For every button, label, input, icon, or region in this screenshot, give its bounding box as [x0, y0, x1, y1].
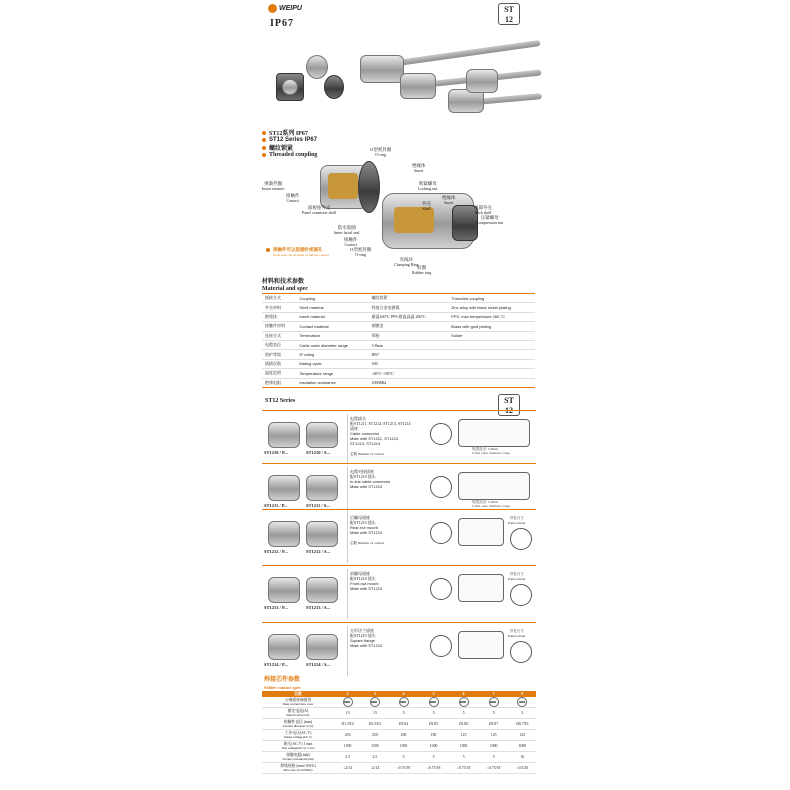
- series-description: [350, 628, 440, 648]
- logo-mark-icon: [268, 4, 277, 13]
- contact-note-en: Each side can be male or female contact: [273, 253, 330, 257]
- desc-cn: 电缆对接插座 配ST1210 插头: [350, 469, 376, 479]
- desc-en: Rear-nut mount Mate with ST1210: [350, 525, 383, 535]
- materials-cell: 2000MΩ: [369, 378, 449, 387]
- spec-row-label: [262, 697, 334, 708]
- materials-cell: Mating cycle: [296, 359, 368, 368]
- materials-cell: 外壳材料: [262, 303, 296, 312]
- spec-label-en: Contact diameter (mm): [282, 724, 314, 728]
- badge-line2: 12: [505, 15, 513, 24]
- series-row: [262, 565, 536, 621]
- materials-title-en: Material and spec: [262, 286, 308, 292]
- spec-cell: 13: [334, 708, 361, 719]
- panel-cutout-cn: 开孔尺寸: [509, 572, 524, 576]
- materials-cell: Zinc alloy with black nickel plating: [448, 303, 535, 312]
- spec-cell: 1000: [449, 741, 479, 752]
- spec-header-contacts: 6: [449, 691, 479, 697]
- connector-face-drawing: [430, 476, 452, 498]
- panel-socket-image: [324, 75, 344, 99]
- spec-cell: 5: [449, 752, 479, 763]
- connector-face-drawing: [430, 578, 452, 600]
- spec-cell: [389, 697, 419, 708]
- materials-row: [262, 378, 535, 387]
- spec-label-en: Male contact face view: [282, 702, 314, 706]
- pin-face-icon: [489, 697, 499, 707]
- spec-label-cn: 接触电阻(mΩ): [286, 753, 310, 757]
- badge-line2: 12: [505, 406, 513, 415]
- spec-cell: Ø1.5X3: [361, 719, 388, 730]
- spec-header-contacts: 9: [509, 691, 536, 697]
- connector-face-drawing: [430, 635, 452, 657]
- materials-table: [262, 293, 535, 388]
- materials-cell: 连接方式: [262, 331, 296, 340]
- materials-cell: Threaded coupling: [448, 294, 535, 303]
- spec-cell: 5: [389, 708, 419, 719]
- spec-row-label: [262, 741, 334, 752]
- materials-cell: 铜镀金: [369, 322, 449, 331]
- contacts-note: 芯数 Number of contact: [350, 541, 385, 545]
- spec-cell: 1500: [389, 741, 419, 752]
- callout-back-shell: 尾部外壳 Back shell: [474, 205, 492, 215]
- pin-face-icon: [343, 697, 353, 707]
- materials-cell: Insulation resistance: [296, 378, 368, 387]
- model-label: ST1211 / S...: [306, 503, 330, 508]
- materials-cell: IP67: [369, 350, 449, 359]
- spec-row: [262, 730, 536, 741]
- materials-cell: Solder: [448, 331, 535, 340]
- materials-title-cn: 材料和技术参数: [262, 279, 305, 285]
- panel-cutout-label: [508, 572, 525, 581]
- spec-cell: 180: [419, 730, 449, 741]
- connector-thumb-image: [306, 422, 338, 448]
- logo-text: WEIPU: [279, 5, 302, 12]
- badge-line1: ST: [504, 5, 514, 14]
- connector-side-drawing: [458, 574, 504, 602]
- materials-cell: Shell material: [296, 303, 368, 312]
- materials-cell: PPS, max temperature 260 °C: [448, 312, 535, 321]
- desc-cn: 方形法兰插座 配ST1210 插头: [350, 628, 376, 638]
- materials-cell: [448, 378, 535, 387]
- series-description: [350, 469, 440, 489]
- series-description: [350, 515, 440, 546]
- connector-nut-image: [282, 79, 298, 95]
- materials-cell: 耐温260°C PPS 耐温高温 260°C: [369, 312, 449, 321]
- desc-en: In-line cable connector Mate with ST1210: [350, 479, 391, 489]
- spec-cell: 250: [361, 730, 388, 741]
- callout-shell: 外壳 Shell: [422, 201, 431, 211]
- spec-cell: 5: [449, 708, 479, 719]
- panel-cutout-drawing: [510, 528, 532, 550]
- cable-note: 电缆直径: 5-8mm Cable outer diameter range: [472, 500, 510, 508]
- spec-header-contacts: 2: [334, 691, 361, 697]
- spec-row-label: [262, 730, 334, 741]
- materials-row: [262, 359, 535, 368]
- solder-spec-table: [262, 691, 536, 774]
- spec-label-en: Wire size (mm²/AWG): [283, 768, 313, 772]
- spec-label-cn: 公端插座端面图: [284, 698, 312, 702]
- materials-cell: 螺纹锁紧: [369, 294, 449, 303]
- materials-row: [262, 340, 535, 349]
- model-label: ST1211 / P...: [264, 503, 288, 508]
- spec-cell: [361, 697, 388, 708]
- callout-insert-retainer: 弹簧挡圈 Insert retainer: [262, 181, 285, 191]
- materials-row: [262, 369, 535, 378]
- contacts-note: 芯数 Number of contact: [350, 452, 385, 456]
- model-label: ST1214 / P...: [264, 662, 288, 667]
- solder-title-cn: 焊接芯件参数: [264, 677, 301, 683]
- spec-cell: 125: [479, 730, 509, 741]
- spec-cell: 5: [419, 708, 449, 719]
- badge-line1: ST: [504, 396, 514, 405]
- spec-cell: 13: [361, 708, 388, 719]
- connector-side-drawing: [458, 419, 530, 447]
- spec-row-label: [262, 719, 334, 730]
- materials-cell: 锌基合金电镀镍: [369, 303, 449, 312]
- product-photo: [262, 25, 536, 125]
- panel-cutout-en: Panel cutout: [508, 520, 526, 525]
- connector-thumb-image: [268, 577, 300, 603]
- spec-header-contacts: 4: [389, 691, 419, 697]
- spec-cell: 5: [389, 752, 419, 763]
- panel-cutout-drawing: [510, 641, 532, 663]
- spec-cell: 2.5: [334, 752, 361, 763]
- panel-cutout-label: [508, 629, 525, 638]
- callout-panel-shell: 面板座外壳 Panel connector shell: [302, 205, 337, 215]
- model-label: ST1213 / P...: [264, 605, 288, 610]
- spec-cell: 250: [334, 730, 361, 741]
- protection-label: IP67: [270, 18, 294, 29]
- materials-cell: Cable outer diameter range: [296, 340, 368, 349]
- materials-cell: 绝缘体: [262, 312, 296, 321]
- plug-image-2: [400, 73, 436, 99]
- spec-cell: Ø1X5: [419, 719, 449, 730]
- solder-spec-title: [264, 677, 301, 691]
- spec-label-en: Rated voltage(AC.V): [284, 735, 312, 739]
- spec-row: [262, 763, 536, 774]
- materials-cell: 绝缘电阻: [262, 378, 296, 387]
- materials-cell: Temperature range: [296, 369, 368, 378]
- desc-en: Square flange Mate with ST1210: [350, 638, 383, 648]
- model-label: ST1212 / S...: [306, 549, 330, 554]
- model-label: ST1214 / S...: [306, 662, 330, 667]
- spec-header-contacts: 3: [361, 691, 388, 697]
- bullet-series-cn: ST12系列 IP67: [262, 128, 317, 137]
- spec-cell: [479, 697, 509, 708]
- materials-row: [262, 312, 535, 321]
- spec-cell: 200: [389, 730, 419, 741]
- contact-note: [266, 247, 329, 257]
- brand-logo: [268, 4, 302, 13]
- connector-side-drawing: [458, 518, 504, 546]
- product-thumbnail: [262, 569, 348, 619]
- model-label: ST1213 / S...: [306, 605, 330, 610]
- plug-image: [360, 55, 404, 83]
- spec-row: [262, 719, 536, 730]
- spec-row: [262, 708, 536, 719]
- materials-row: [262, 303, 535, 312]
- spec-header-contacts: 5: [419, 691, 449, 697]
- spec-cell: [334, 697, 361, 708]
- spec-cell: 1500: [361, 741, 388, 752]
- spec-label-cn: 焊线规格 (mm²/AWG): [280, 764, 316, 768]
- spec-cell: Ø1.5X2: [334, 719, 361, 730]
- series-badge: [498, 3, 520, 25]
- spec-row-label: [262, 752, 334, 763]
- materials-cell: Insert material: [296, 312, 368, 321]
- callout-locking-nut: 锁紧螺母 Locking nut: [418, 181, 438, 191]
- desc-en: Front-nut mount Mate with ST1210: [350, 581, 383, 591]
- series-description: [350, 571, 440, 591]
- series-title: ST12 Series: [265, 398, 296, 404]
- series-row: [262, 410, 536, 466]
- callout-o-ring: O型密封圈 O-ring: [370, 147, 392, 157]
- spec-label-cn: 接触件直径 (mm): [283, 720, 313, 724]
- spec-cell: 125: [509, 730, 536, 741]
- o-ring-image: [358, 161, 380, 213]
- callout-contact: 接触件 Contact: [286, 193, 300, 203]
- materials-cell: 插拔次数: [262, 359, 296, 368]
- spec-row: [262, 741, 536, 752]
- materials-cell: 电缆直径: [262, 340, 296, 349]
- panel-cutout-cn: 开孔尺寸: [509, 516, 524, 520]
- spec-cell: 1000: [419, 741, 449, 752]
- spec-cell: ≤0.75/18: [479, 763, 509, 774]
- spec-cell: Ø1X6: [449, 719, 479, 730]
- materials-cell: [448, 340, 535, 349]
- spec-cell: ≤0.75/18: [419, 763, 449, 774]
- spec-cell: 10: [509, 752, 536, 763]
- spec-row-label: [262, 763, 334, 774]
- materials-cell: [448, 369, 535, 378]
- product-thumbnail: [262, 513, 348, 563]
- bullet-coupling-cn: 螺纹锁紧: [262, 143, 317, 152]
- bullet-coupling-en: Threaded coupling: [262, 152, 317, 158]
- exploded-view: [262, 145, 536, 275]
- materials-cell: Brass with gold plating: [448, 322, 535, 331]
- model-label: ST1210 / S...: [306, 450, 330, 455]
- cable-note: 电缆直径: 5-8mm Cable outer diameter range: [472, 447, 510, 455]
- connector-thumb-image: [268, 521, 300, 547]
- spec-cell: 1000: [479, 741, 509, 752]
- spec-header-label: 芯数: [262, 691, 334, 697]
- spec-label-cn: 耐压(AC.V) 1 min: [283, 742, 313, 746]
- pin-face-icon: [399, 697, 409, 707]
- bullet-series-en: ST12 Series IP67: [262, 137, 317, 143]
- materials-cell: [448, 359, 535, 368]
- pin-face-icon: [517, 697, 527, 707]
- materials-cell: 500: [369, 359, 449, 368]
- desc-en: Cable connector Mate with ST1211, ST1212, ST1213, ST1214: [350, 431, 400, 446]
- spec-cell: ≤0.75/18: [389, 763, 419, 774]
- callout-insert-2: 绝缘体 Insert: [442, 195, 456, 205]
- materials-cell: IP rating: [296, 350, 368, 359]
- callout-insert: 绝缘体 Insert: [412, 163, 426, 173]
- spec-cell: ≤0.75/18: [449, 763, 479, 774]
- materials-cell: 防护等级: [262, 350, 296, 359]
- desc-cn: 电缆插头 配ST1211, ST1212, ST1213, ST1214 插座: [350, 416, 411, 431]
- connector-side-drawing: [458, 472, 530, 500]
- connector-thumb-image: [306, 521, 338, 547]
- spec-cell: 5: [479, 708, 509, 719]
- spec-row-label: [262, 708, 334, 719]
- pin-face-icon: [459, 697, 469, 707]
- connector-face-drawing: [430, 423, 452, 445]
- contact-note-cn: 接触件可以是插针或插孔: [266, 247, 329, 253]
- materials-cell: -40°C~+85°C: [369, 369, 449, 378]
- insert-image: [328, 173, 358, 199]
- spec-cell: [449, 697, 479, 708]
- product-thumbnail: [262, 626, 348, 676]
- spec-row: [262, 752, 536, 763]
- connector-thumb-image: [306, 475, 338, 501]
- spec-label-cn: 额定电流(A): [287, 709, 309, 713]
- series-row: [262, 509, 536, 565]
- spec-cell: ≤2/14: [334, 763, 361, 774]
- spec-cell: 2.5: [361, 752, 388, 763]
- panel-cutout-drawing: [510, 584, 532, 606]
- connector-thumb-image: [306, 634, 338, 660]
- spec-cell: 125: [449, 730, 479, 741]
- panel-cutout-cn: 开孔尺寸: [509, 629, 524, 633]
- materials-cell: Termination: [296, 331, 368, 340]
- materials-title: [262, 279, 308, 293]
- spec-cell: ≤2/14: [361, 763, 388, 774]
- spec-cell: Ø0.7X9: [509, 719, 536, 730]
- panel-cutout-en: Panel cutout: [508, 633, 526, 638]
- model-label: ST1212 / P...: [264, 549, 288, 554]
- panel-cutout-label: [508, 516, 525, 525]
- pin-face-icon: [370, 697, 380, 707]
- materials-cell: 插接方式: [262, 294, 296, 303]
- spec-row: [262, 697, 536, 708]
- connector-thumb-image: [268, 422, 300, 448]
- spec-label-en: Rated current (A): [286, 713, 310, 717]
- connector-face-drawing: [430, 522, 452, 544]
- series-row: [262, 622, 536, 678]
- materials-cell: 焊接: [369, 331, 449, 340]
- callout-contact-2: 接触件 Contact: [344, 237, 358, 247]
- callout-inner-seal: 防水胶圈 Inner facial seal: [334, 225, 360, 235]
- spec-cell: Ø1X7: [479, 719, 509, 730]
- spec-cell: 3: [509, 708, 536, 719]
- spec-label-en: Contact resistance(mΩ): [282, 757, 314, 761]
- spec-cell: 5: [479, 752, 509, 763]
- connector-thumb-image: [268, 634, 300, 660]
- spec-cell: [419, 697, 449, 708]
- spec-cell: 1500: [334, 741, 361, 752]
- materials-row: [262, 350, 535, 359]
- materials-row: [262, 331, 535, 340]
- connector-side-drawing: [458, 631, 504, 659]
- materials-cell: [448, 350, 535, 359]
- materials-row: [262, 294, 535, 303]
- spec-label-en: Test voltage(AC.V) 1 min: [281, 746, 315, 750]
- panel-cutout-en: Panel cutout: [508, 576, 526, 581]
- callout-o-ring-2: O型密封圈 O-ring: [350, 247, 372, 257]
- materials-row: [262, 322, 535, 331]
- desc-cn: 后螺母插座 配ST1210 插头: [350, 515, 376, 525]
- materials-cell: 温度范围: [262, 369, 296, 378]
- connector-thumb-image: [306, 577, 338, 603]
- product-thumbnail: [262, 414, 348, 464]
- connector-body-image: [306, 55, 328, 79]
- materials-cell: Coupling: [296, 294, 368, 303]
- spec-cell: 1000: [509, 741, 536, 752]
- solder-title-en: Solder contact spec: [264, 685, 301, 690]
- connector-thumb-image: [268, 475, 300, 501]
- spec-label-cn: 工作电压(AC.V): [284, 731, 312, 735]
- callout-compression-nut: 压紧螺母 Compression nut: [476, 215, 504, 225]
- materials-cell: 接触件材料: [262, 322, 296, 331]
- spec-cell: 5: [419, 752, 449, 763]
- spec-cell: Ø1X4: [389, 719, 419, 730]
- spec-cell: ≤0.5/20: [509, 763, 536, 774]
- materials-cell: Contact material: [296, 322, 368, 331]
- pin-face-icon: [429, 697, 439, 707]
- plug-image-4: [466, 69, 498, 93]
- model-label: ST1210 / P...: [264, 450, 288, 455]
- spec-cell: [509, 697, 536, 708]
- materials-cell: 5-8mm: [369, 340, 449, 349]
- callout-clamping-ring: 夹线环 Clamping Ring: [394, 257, 419, 267]
- spec-header-contacts: 7: [479, 691, 509, 697]
- desc-cn: 前螺母插座 配ST1210 插头: [350, 571, 376, 581]
- series-description: [350, 416, 440, 457]
- callout-rubber-ring: 胶圈 Rubber ring: [412, 265, 432, 275]
